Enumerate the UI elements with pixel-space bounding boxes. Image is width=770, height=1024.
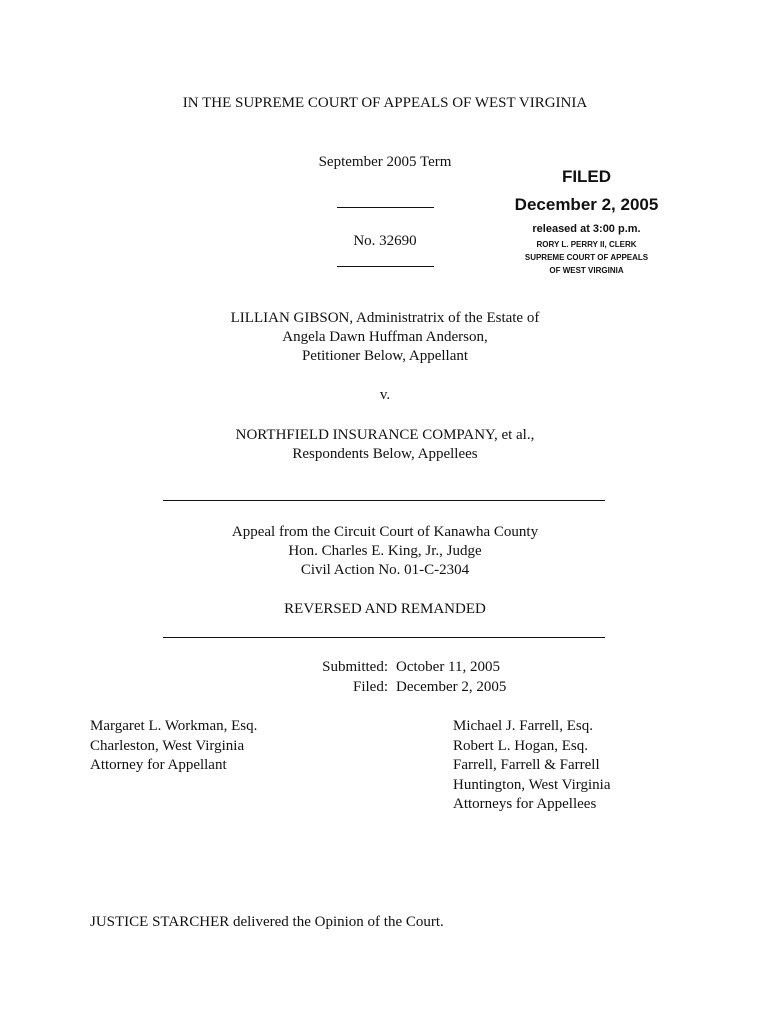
appellant-counsel-line1: Margaret L. Workman, Esq. [90,718,258,734]
opinion-author: JUSTICE STARCHER delivered the Opinion of the Court. [90,914,444,930]
petitioner-line3: Petitioner Below, Appellant [301,348,469,364]
appellee-counsel-line5: Attorneys for Appellees [453,796,597,812]
appellee-counsel-line2: Robert L. Hogan, Esq. [453,737,588,754]
docket-rule-top [337,207,434,208]
submitted-date: October 11, 2005 [396,659,501,675]
term: September 2005 Term [318,154,452,170]
appeal-line2: Hon. Charles E. King, Jr., Judge [288,543,482,559]
petitioner-line2: Angela Dawn Huffman Anderson, [282,329,488,345]
filed-date: December 2, 2005 [514,195,659,214]
filed-label: FILED [561,167,612,186]
released-time: released at 3:00 p.m. [532,223,641,235]
appeal-line3: Civil Action No. 01-C-2304 [300,562,470,578]
court-heading: IN THE SUPREME COURT OF APPEALS OF WEST VIRGINIA [182,95,588,111]
petitioner-line1: LILLIAN GIBSON, Administratrix of the Estate of [230,310,540,326]
disposition: REVERSED AND REMANDED [284,601,486,617]
filed-label: Filed: [352,679,388,695]
appellant-counsel-line2: Charleston, West Virginia [90,737,245,754]
separator-rule-1 [163,500,605,501]
clerk-court-line2: OF WEST VIRGINIA [549,266,624,275]
respondent-line2: Respondents Below, Appellees [292,446,478,462]
docket-number: No. 32690 [353,233,417,249]
submitted-label: Submitted: [322,659,388,675]
clerk-court-line1: SUPREME COURT OF APPEALS [524,253,649,262]
filed-date-value: December 2, 2005 [396,679,507,695]
versus: v. [379,387,391,403]
appellee-counsel [453,717,610,815]
appellee-counsel-line3: Farrell, Farrell & Farrell [453,757,600,773]
appellee-counsel-line4: Huntington, West Virginia [453,776,611,793]
respondent-line1: NORTHFIELD INSURANCE COMPANY, et al., [235,427,535,443]
clerk-name: RORY L. PERRY II, CLERK [536,240,637,249]
docket-rule-bottom [337,266,434,267]
appellant-counsel [90,717,257,776]
appeal-line1: Appeal from the Circuit Court of Kanawha County [231,524,539,540]
appellant-counsel-line3: Attorney for Appellant [90,757,227,773]
filed-stamp [495,166,678,277]
appellee-counsel-line1: Michael J. Farrell, Esq. [453,718,593,734]
separator-rule-2 [163,637,605,638]
